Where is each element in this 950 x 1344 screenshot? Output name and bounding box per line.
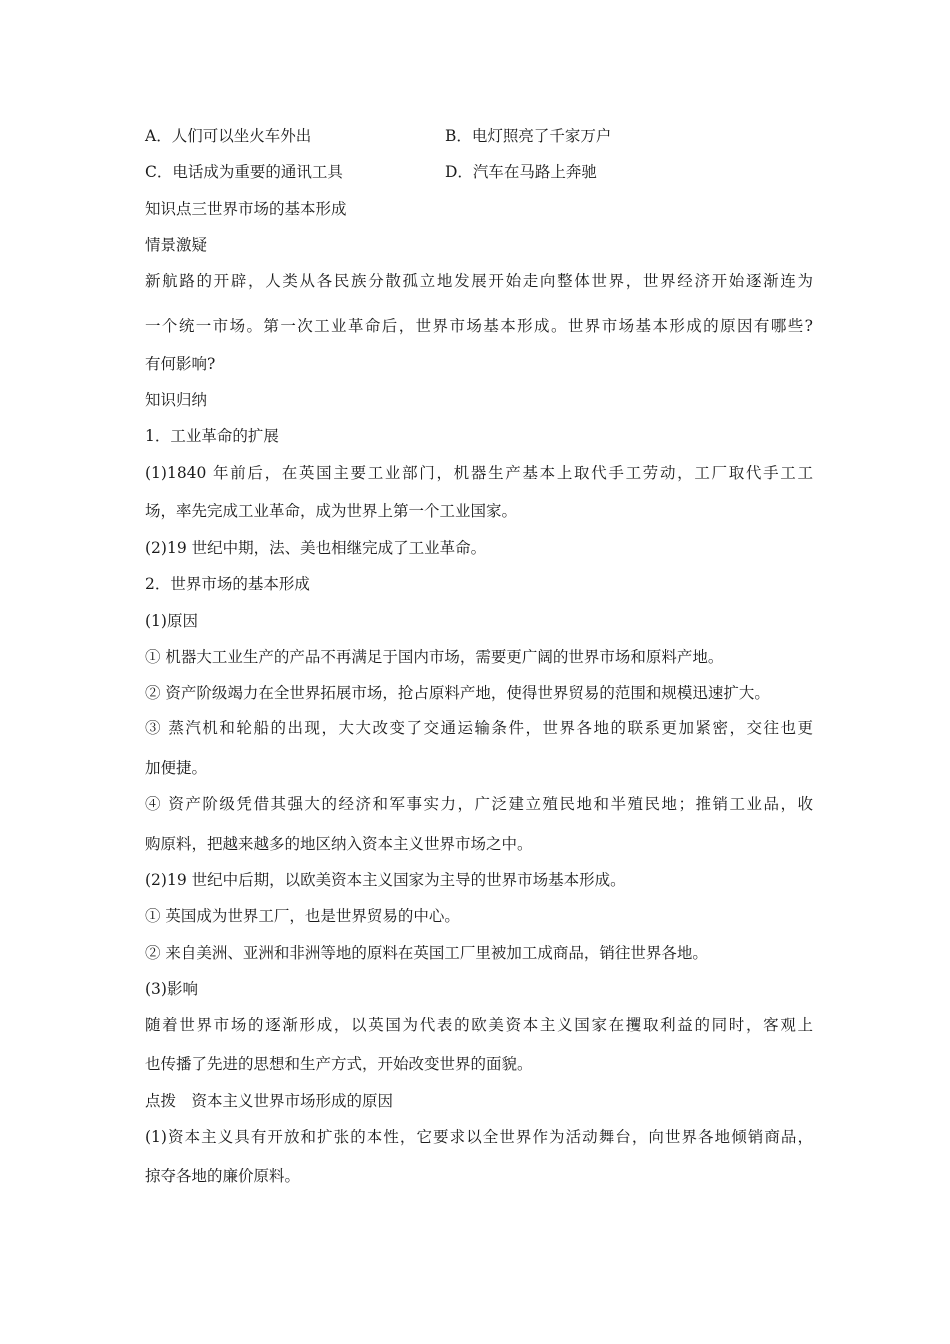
summary-line: (1)1840 年前后，在英国主要工业部门，机器生产基本上取代手工劳动，工厂取代手工工 xyxy=(145,464,813,482)
summary-line: (3)影响 xyxy=(145,980,198,998)
summary-line: ③ 蒸汽机和轮船的出现，大大改变了交通运输条件，世界各地的联系更加紧密，交往也更 xyxy=(145,719,813,737)
tip-line: (1)资本主义具有开放和扩张的本性，它要求以全世界作为活动舞台，向世界各地倾销商品， xyxy=(145,1128,813,1146)
summary-line: (1)原因 xyxy=(145,612,198,630)
summary-line: 场，率先完成工业革命，成为世界上第一个工业国家。 xyxy=(145,502,518,520)
scenario-line: 有何影响? xyxy=(145,355,216,373)
option-b: B．电灯照亮了千家万户 xyxy=(445,127,612,145)
scenario-line: 一个统一市场。第一次工业革命后，世界市场基本形成。世界市场基本形成的原因有哪些? xyxy=(145,317,813,335)
summary-line: 加便捷。 xyxy=(145,759,208,777)
summary-heading: 知识归纳 xyxy=(145,391,208,409)
scenario-heading: 情景激疑 xyxy=(145,236,208,254)
summary-line: 也传播了先进的思想和生产方式，开始改变世界的面貌。 xyxy=(145,1055,533,1073)
summary-line: ① 英国成为世界工厂，也是世界贸易的中心。 xyxy=(145,907,460,925)
summary-line: ② 资产阶级竭力在全世界拓展市场，抢占原料产地，使得世界贸易的范围和规模迅速扩大。 xyxy=(145,684,770,702)
options-row-1 xyxy=(145,126,612,146)
summary-line: (2)19 世纪中期，法、美也相继完成了工业革命。 xyxy=(145,539,487,557)
summary-line: ① 机器大工业生产的产品不再满足于国内市场，需要更广阔的世界市场和原料产地。 xyxy=(145,648,724,666)
option-d: D．汽车在马路上奔驰 xyxy=(445,163,597,181)
document-page xyxy=(145,0,825,1344)
summary-line: 随着世界市场的逐渐形成，以英国为代表的欧美资本主义国家在攫取利益的同时，客观上 xyxy=(145,1016,813,1034)
tip-heading: 点拨 资本主义世界市场形成的原因 xyxy=(145,1092,394,1110)
summary-line: 2．世界市场的基本形成 xyxy=(145,575,310,593)
summary-line: (2)19 世纪中后期，以欧美资本主义国家为主导的世界市场基本形成。 xyxy=(145,871,626,889)
section-title: 知识点三世界市场的基本形成 xyxy=(145,200,347,218)
summary-line: ② 来自美洲、亚洲和非洲等地的原料在英国工厂里被加工成商品，销往世界各地。 xyxy=(145,944,708,962)
option-a: A．人们可以坐火车外出 xyxy=(145,127,312,145)
scenario-line: 新航路的开辟，人类从各民族分散孤立地发展开始走向整体世界，世界经济开始逐渐连为 xyxy=(145,272,813,290)
option-c: C．电话成为重要的通讯工具 xyxy=(145,163,343,181)
options-row-2 xyxy=(145,162,597,182)
summary-line: 1．工业革命的扩展 xyxy=(145,427,279,445)
tip-line: 掠夺各地的廉价原料。 xyxy=(145,1167,301,1185)
summary-line: ④ 资产阶级凭借其强大的经济和军事实力，广泛建立殖民地和半殖民地；推销工业品，收 xyxy=(145,795,813,813)
summary-line: 购原料，把越来越多的地区纳入资本主义世界市场之中。 xyxy=(145,835,533,853)
